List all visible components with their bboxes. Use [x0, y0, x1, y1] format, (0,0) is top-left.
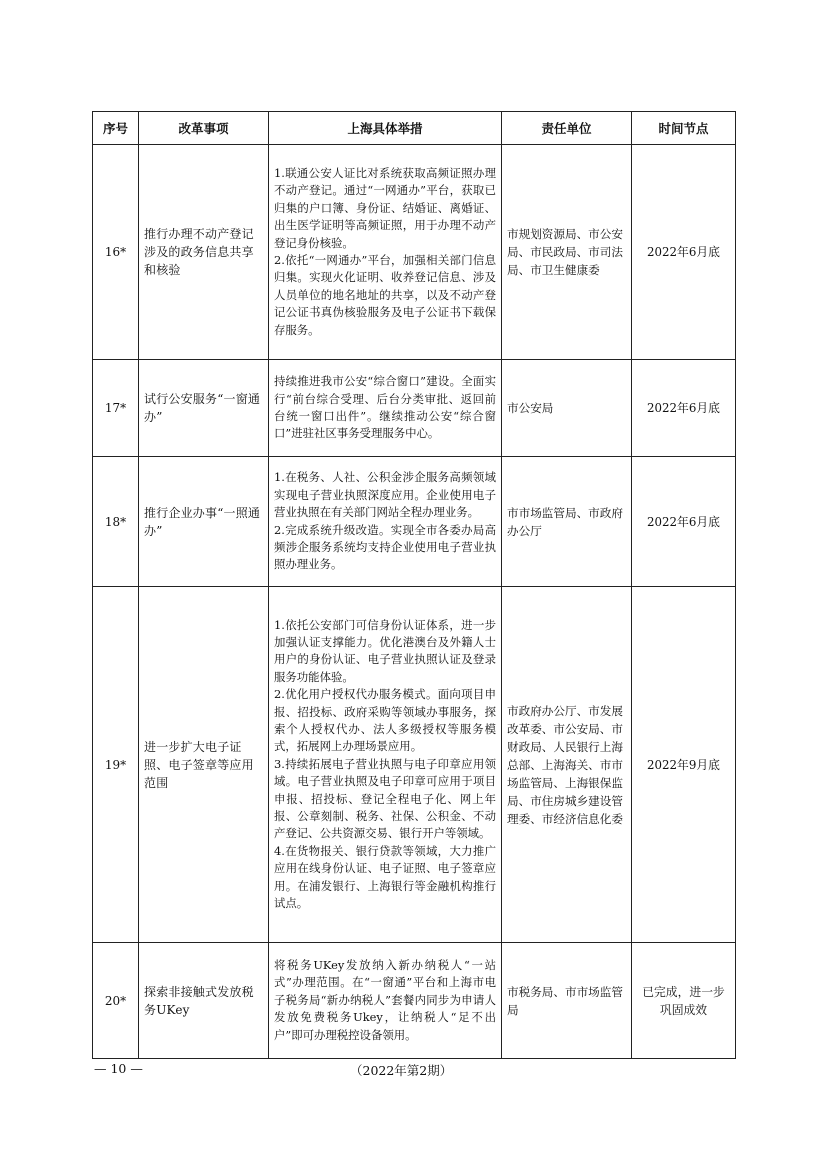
header-item: 改革事项 — [139, 112, 269, 145]
row-measures — [269, 457, 502, 587]
table-row — [93, 360, 736, 457]
header-time: 时间节点 — [632, 112, 736, 145]
row-unit: 市税务局、市市场监管局 — [502, 943, 632, 1059]
table-row — [93, 145, 736, 360]
measure-text: 持续推进我市公安“综合窗口”建设。全面实行“前台综合受理、后台分类审批、返回前台统一窗口出件”。继续推动公安“综合窗口”进驻社区事务受理服务中心。 — [274, 374, 496, 441]
measure-text: 2.优化用户授权代办服务模式。面向项目申报、招投标、政府采购等领域办事服务，探索个人授权代办、法人多级授权等服务模式，拓展网上办理场景应用。 — [274, 687, 496, 754]
row-no: 16* — [93, 145, 139, 360]
page-number: — 10 — — [94, 1061, 143, 1076]
reform-table — [92, 111, 736, 1059]
measure-text: 3.持续拓展电子营业执照与电子印章应用领域。电子营业执照及电子印章可应用于项目申报、招投标、登记全程电子化、网上年报、公章刻制、税务、社保、公积金、不动产登记、公共资源交易、银行开户等领域。 — [274, 756, 496, 841]
measure-text: 2.依托“一网通办”平台，加强相关部门信息归集。实现火化证明、收养登记信息、涉及人员单位的地名地址的共享，以及不动产登记公证书真伪核验服务及电子公证书下载保存服务。 — [274, 253, 496, 337]
row-item: 探索非接触式发放税务UKey — [139, 943, 269, 1059]
row-item: 进一步扩大电子证照、电子签章等应用范围 — [139, 587, 269, 943]
table-row — [93, 943, 736, 1059]
measure-text: 4.在货物报关、银行贷款等领域，大力推广应用在线身份认证、电子证照、电子签章应用。在浦发银行、上海银行等金融机构推行试点。 — [274, 843, 496, 911]
row-measures — [269, 145, 502, 360]
measure-text: 将税务UKey发放纳入新办纳税人“一站式”办理范围。在“一窗通”平台和上海市电子税务局“新办纳税人”套餐内同步为申请人发放免费税务Ukey，让纳税人“足不出户”即可办理税控设备领用。 — [274, 957, 496, 1042]
row-time: 2022年6月底 — [632, 360, 736, 457]
row-measures — [269, 360, 502, 457]
measure-text: 1.依托公安部门可信身份认证体系，进一步加强认证支撑能力。优化港澳台及外籍人士用户的身份认证、电子营业执照认证及登录服务功能体验。 — [274, 617, 496, 684]
row-unit: 市规划资源局、市公安局、市民政局、市司法局、市卫生健康委 — [502, 145, 632, 360]
header-unit: 责任单位 — [502, 112, 632, 145]
header-no: 序号 — [93, 112, 139, 145]
row-unit: 市市场监管局、市政府办公厅 — [502, 457, 632, 587]
measure-text: 1.联通公安人证比对系统获取高频证照办理不动产登记。通过“一网通办”平台，获取已归集的户口簿、身份证、结婚证、离婚证、出生医学证明等高频证照，用于办理不动产登记身份核验。 — [274, 165, 496, 250]
row-item: 试行公安服务“一窗通办” — [139, 360, 269, 457]
measure-text: 2.完成系统升级改造。实现全市各委办局高频涉企服务系统均支持企业使用电子营业执照办理业务。 — [274, 522, 496, 572]
row-time: 已完成，进一步巩固成效 — [632, 943, 736, 1059]
row-no: 20* — [93, 943, 139, 1059]
header-measures: 上海具体举措 — [269, 112, 502, 145]
row-time: 2022年6月底 — [632, 457, 736, 587]
row-unit: 市政府办公厅、市发展改革委、市公安局、市财政局、人民银行上海总部、上海海关、市市场监管局、上海银保监局、市住房城乡建设管理委、市经济信息化委 — [502, 587, 632, 943]
row-item: 推行办理不动产登记涉及的政务信息共享和核验 — [139, 145, 269, 360]
row-no: 19* — [93, 587, 139, 943]
row-no: 18* — [93, 457, 139, 587]
row-time: 2022年6月底 — [632, 145, 736, 360]
measure-text: 1.在税务、人社、公积金涉企服务高频领域实现电子营业执照深度应用。企业使用电子营业执照在有关部门网站全程办理业务。 — [274, 470, 496, 520]
row-time: 2022年9月底 — [632, 587, 736, 943]
row-item: 推行企业办事“一照通办” — [139, 457, 269, 587]
table-row — [93, 457, 736, 587]
row-measures — [269, 943, 502, 1059]
table-header-row — [93, 112, 736, 145]
row-unit: 市公安局 — [502, 360, 632, 457]
row-measures — [269, 587, 502, 943]
row-no: 17* — [93, 360, 139, 457]
issue-label: （2022年第2期） — [350, 1063, 453, 1078]
table-row — [93, 587, 736, 943]
